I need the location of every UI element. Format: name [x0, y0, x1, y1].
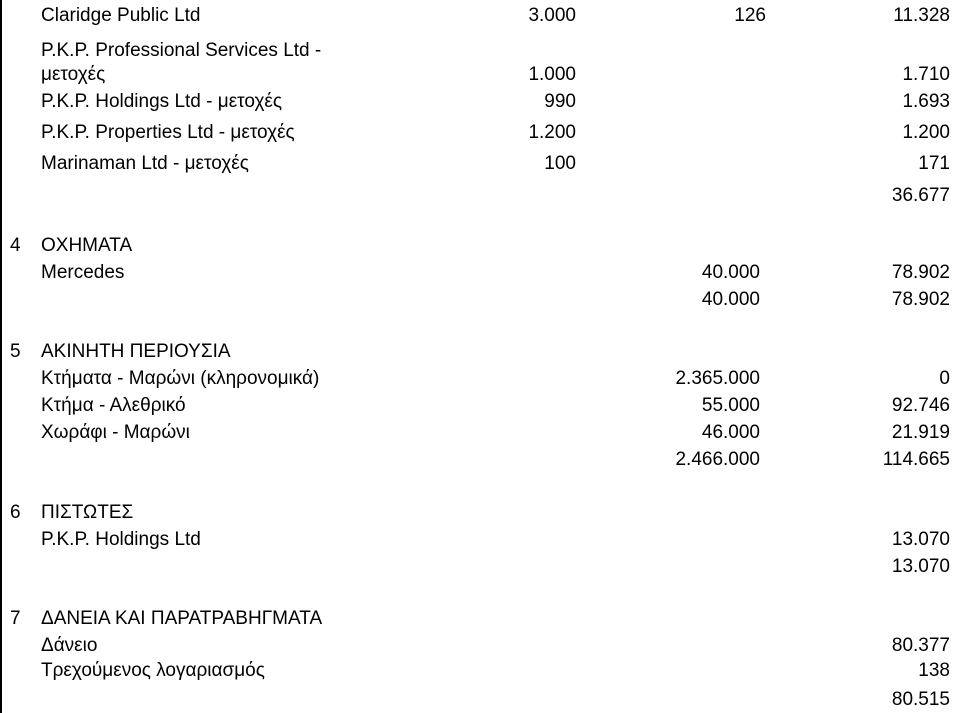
row-label: P.K.P. Holdings Ltd - μετοχές — [41, 91, 283, 112]
row-value: 1.200 — [902, 122, 950, 143]
section-total-value: 13.070 — [891, 556, 950, 577]
item-label: Mercedes — [41, 262, 125, 283]
row-label: Claridge Public Ltd — [41, 5, 201, 26]
item-label: Δάνειο — [41, 635, 98, 656]
item-label: Χωράφι - Μαρώνι — [41, 422, 190, 443]
item-value: 80.377 — [891, 635, 950, 656]
row-quantity: 1.200 — [528, 122, 576, 143]
left-border-line — [0, 0, 2, 713]
item-cost: 46.000 — [701, 422, 760, 443]
section-total-value: 114.665 — [882, 449, 950, 470]
section-number: 5 — [10, 341, 21, 362]
item-value: 138 — [918, 660, 950, 681]
item-value: 21.919 — [891, 422, 950, 443]
item-cost: 55.000 — [701, 395, 760, 416]
item-label: Κτήματα - Μαρώνι (κληρονομικά) — [41, 368, 320, 389]
section-total-value: 80.515 — [891, 689, 950, 710]
row-label: Marinaman Ltd - μετοχές — [41, 153, 249, 174]
row-value: 11.328 — [893, 5, 950, 26]
row-dividend: 126 — [734, 5, 766, 26]
section-number: 6 — [10, 502, 21, 523]
row-value: 171 — [918, 153, 950, 174]
item-value: 78.902 — [891, 262, 950, 283]
section-number: 4 — [10, 235, 21, 256]
item-label: Τρεχούμενος λογαριασμός — [41, 660, 265, 681]
section-total-cost: 40.000 — [701, 289, 760, 310]
section-number: 7 — [10, 608, 21, 629]
item-cost: 40.000 — [701, 262, 760, 283]
item-value: 92.746 — [891, 395, 950, 416]
item-value: 0 — [939, 368, 950, 389]
shares-total: 36.677 — [891, 185, 950, 206]
item-cost: 2.365.000 — [675, 368, 760, 389]
item-label: P.K.P. Holdings Ltd — [41, 529, 201, 550]
row-value: 1.710 — [902, 64, 950, 85]
row-label: P.K.P. Properties Ltd - μετοχές — [41, 122, 295, 143]
row-label: P.K.P. Professional Services Ltd - — [41, 40, 322, 61]
section-total-value: 78.902 — [891, 289, 950, 310]
section-title: ΟΧΗΜΑΤΑ — [41, 235, 133, 256]
section-title: ΑΚΙΝΗΤΗ ΠΕΡΙΟΥΣΙΑ — [41, 341, 231, 362]
row-quantity: 100 — [544, 153, 576, 174]
row-quantity: 3.000 — [528, 5, 576, 26]
row-value: 1.693 — [902, 91, 950, 112]
row-quantity: 1.000 — [528, 64, 576, 85]
row-label: μετοχές — [41, 64, 106, 85]
section-title: ΠΙΣΤΩΤΕΣ — [41, 502, 134, 523]
row-quantity: 990 — [544, 91, 576, 112]
item-value: 13.070 — [891, 529, 950, 550]
item-label: Κτήμα - Αλεθρικό — [41, 395, 186, 416]
section-title: ΔΑΝΕΙΑ ΚΑΙ ΠΑΡΑΤΡΑΒΗΓΜΑΤΑ — [41, 608, 323, 629]
section-total-cost: 2.466.000 — [675, 449, 760, 470]
